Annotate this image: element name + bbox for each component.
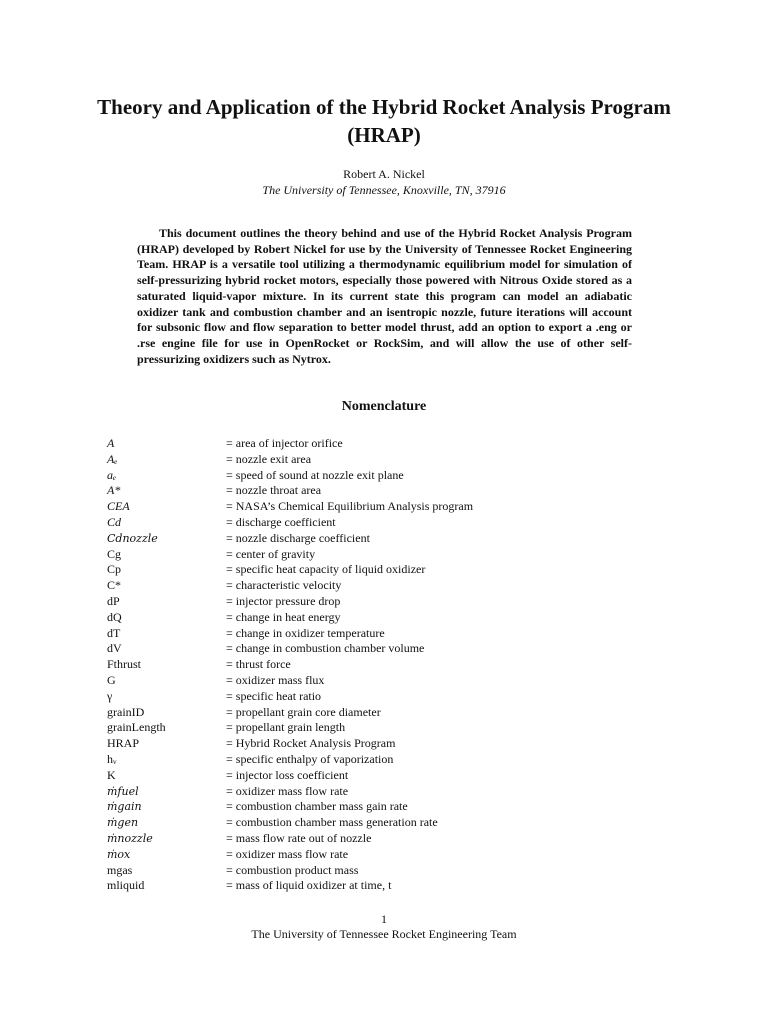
nomenclature-definition: = nozzle discharge coefficient [226,530,370,545]
nomenclature-item [107,847,667,863]
nomenclature-item [107,878,667,894]
nomenclature-heading: Nomenclature [341,399,427,414]
nomenclature-definition: = combustion chamber mass gain rate [226,799,408,814]
nomenclature-item [107,562,667,578]
nomenclature-definition: = specific heat ratio [226,688,322,703]
nomenclature-definition: = NASA’s Chemical Equilibrium Analysis program [226,499,474,514]
nomenclature-symbol: dV [107,641,122,656]
nomenclature-item [107,436,667,452]
nomenclature-symbol: Aₑ [107,451,118,466]
nomenclature-definition: = discharge coefficient [226,514,336,529]
nomenclature-definition: = speed of sound at nozzle exit plane [226,467,404,482]
nomenclature-item [107,705,667,721]
nomenclature-item [107,784,667,800]
nomenclature-symbol: aₑ [107,467,117,482]
nomenclature-item [107,689,667,705]
nomenclature-definition: = change in oxidizer temperature [226,625,385,640]
nomenclature-item [107,768,667,784]
nomenclature-symbol: mgas [107,862,133,877]
nomenclature-symbol: CEA [107,499,130,514]
nomenclature-symbol: ṁfuel [107,784,139,798]
nomenclature-item [107,752,667,768]
nomenclature-definition: = specific heat capacity of liquid oxidizer [226,562,426,577]
nomenclature-symbol: Cp [107,562,122,577]
nomenclature-symbol: grainLength [107,720,166,735]
nomenclature-definition: = mass flow rate out of nozzle [226,830,372,845]
nomenclature-symbol: A [107,436,115,450]
nomenclature-item [107,626,667,642]
nomenclature-symbol: C* [107,578,122,593]
nomenclature-definition: = change in combustion chamber volume [226,641,425,656]
nomenclature-definition: = oxidizer mass flux [226,672,325,687]
nomenclature-item [107,578,667,594]
nomenclature-definition: = nozzle exit area [226,451,312,466]
nomenclature-definition: = characteristic velocity [226,578,342,593]
nomenclature-definition: = combustion product mass [226,862,359,877]
author-name: Robert A. Nickel [343,167,425,181]
nomenclature-item [107,483,667,499]
nomenclature-symbol: grainID [107,704,145,719]
nomenclature-symbol: A* [107,483,121,498]
nomenclature-symbol: dT [107,625,121,640]
nomenclature-item [107,515,667,531]
nomenclature-item [107,831,667,847]
nomenclature-symbol: Fthrust [107,657,142,672]
nomenclature-definition: = nozzle throat area [226,483,322,498]
nomenclature-definition: = area of injector orifice [226,436,343,450]
nomenclature-symbol: Cd [107,514,122,529]
nomenclature-item [107,641,667,657]
nomenclature-symbol: γ [107,688,113,703]
nomenclature-symbol: hᵥ [107,751,117,766]
nomenclature-definition: = combustion chamber mass generation rate [226,815,438,830]
nomenclature-definition: = injector pressure drop [226,593,341,608]
nomenclature-definition: = thrust force [226,657,291,672]
nomenclature-definition: = center of gravity [226,546,316,561]
nomenclature-item [107,720,667,736]
nomenclature-list [107,436,667,894]
paper-title: Theory and Application of the Hybrid Rocket Analysis Program (HRAP) [97,95,671,147]
page-number: 1 [381,912,387,926]
nomenclature-symbol: ṁgain [107,800,142,814]
author-affiliation: The University of Tennessee, Knoxville, TN, 37916 [262,183,506,197]
nomenclature-definition: = propellant grain length [226,720,346,735]
nomenclature-symbol: G [107,672,116,687]
nomenclature-symbol: ṁox [107,847,131,861]
nomenclature-item [107,815,667,831]
nomenclature-definition: = propellant grain core diameter [226,704,381,719]
nomenclature-symbol: dQ [107,609,122,624]
nomenclature-item [107,594,667,610]
nomenclature-symbol: Cdnozzle [107,531,158,545]
nomenclature-symbol: K [107,767,116,782]
nomenclature-symbol: dP [107,593,120,608]
nomenclature-definition: = mass of liquid oxidizer at time, t [226,878,392,893]
nomenclature-item [107,531,667,547]
abstract-text: This document outlines the theory behind and use of the Hybrid Rocket Analysis Program (HRAP) developed by Robert Nickel for use by the University of Tennessee Rocket Engineering Team. HRAP is a versatile tool utilizing a thermodynamic equilibrium model for simulation of self-pressurizing hybrid rocket motors, especially those powered with Nitrous Oxide stored as a saturated liquid-vapor mixture. In its current state this program can model an adiabatic oxidizer tank and combustion chamber and an isentropic nozzle, future iterations will account for subsonic flow and flow separation to better model thrust, add an option to export a .eng or .rse engine file for use in OpenRocket or RockSim, and will allow the use of other self-pressurizing oxidizers such as Nytrox. [137,226,632,366]
nomenclature-item [107,673,667,689]
nomenclature-item [107,547,667,563]
nomenclature-symbol: ṁnozzle [107,831,153,845]
nomenclature-item [107,799,667,815]
nomenclature-item [107,468,667,484]
nomenclature-item [107,657,667,673]
nomenclature-item [107,736,667,752]
nomenclature-symbol: mliquid [107,878,145,893]
nomenclature-symbol: Cg [107,546,122,561]
nomenclature-item [107,610,667,626]
nomenclature-definition: = oxidizer mass flow rate [226,783,349,798]
nomenclature-item [107,499,667,515]
page-footer: The University of Tennessee Rocket Engineering Team [251,927,517,941]
nomenclature-definition: = injector loss coefficient [226,767,349,782]
nomenclature-symbol: HRAP [107,736,140,751]
nomenclature-definition: = Hybrid Rocket Analysis Program [226,736,396,751]
nomenclature-item [107,452,667,468]
nomenclature-definition: = change in heat energy [226,609,341,624]
nomenclature-symbol: ṁgen [107,816,139,830]
nomenclature-item [107,863,667,879]
nomenclature-definition: = specific enthalpy of vaporization [226,751,394,766]
nomenclature-definition: = oxidizer mass flow rate [226,846,349,861]
